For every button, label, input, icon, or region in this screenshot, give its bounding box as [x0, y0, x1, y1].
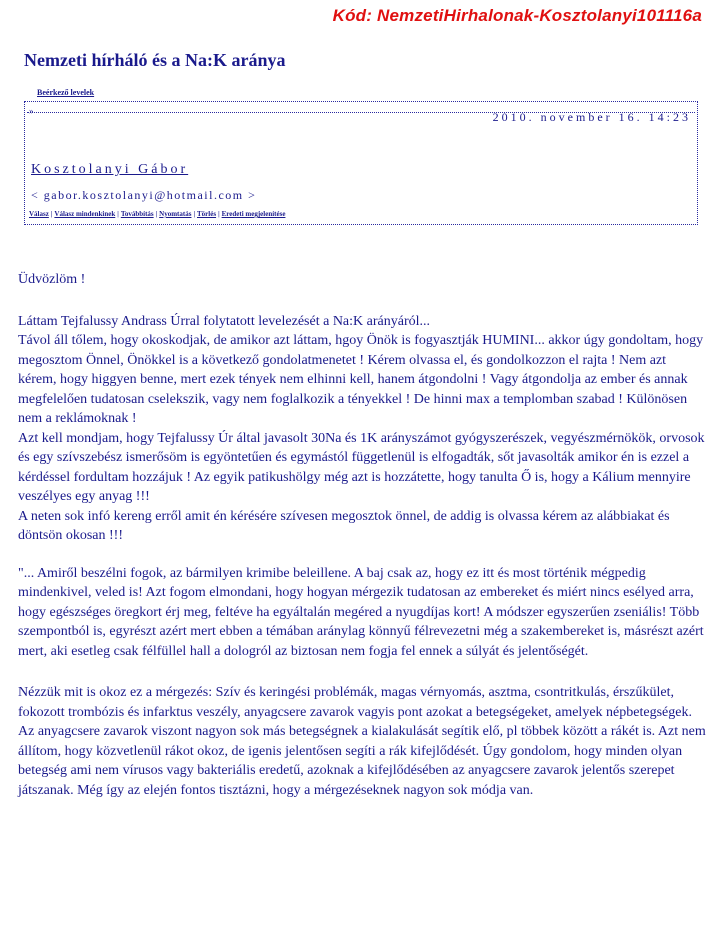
reply-link[interactable]: Válasz: [29, 210, 49, 218]
sender-email: < gabor.kosztolanyi@hotmail.com >: [31, 188, 257, 202]
show-original-link[interactable]: Eredeti megjelenítése: [221, 210, 286, 218]
email-date: 2010. november 16. 14:23: [492, 110, 691, 124]
email-body: [18, 270, 708, 800]
delete-link[interactable]: Törlés: [197, 210, 217, 218]
intro-paragraph: Láttam Tejfalussy Andrass Úrral folytatott levelezését a Na:K arányáról... Távol áll tőlem, hogy okoskodjak, de amikor azt láttam, hgoy Önök is fogyasztják HUMINI... akkor úgy gondoltam, hogy megosztom Önnel, Önökkel is a következő gondolatmenetet ! Kérem olvassa el, és gondolkozzon el rajta ! Nem azt kérem, hogy higgyen benne, mert ezek tények nem elhinni kell, hanem átgondolni ! Vagy átgondolja az ember és annak megfelelően tudatosan cselekszik, vagy nem foglalkozik a tényekkel ! De hinni max a templomban szabad ! Különösen nem a reklámoknak ! Azt kell mondjam, hogy Tejfalussy Úr által javasolt 30Na és 1K arányszámot gyógyszerészek, vegyészmérnökök, orvosok és egy szívszebész ismerősöm is egyöntetűen és egymástól függetlenül is elfogadták, sőt javasolták amikor én is ezzel a kérdéssel fordultam hozzájuk ! Az egyik patikushölgy még azt is hozzátette, hogy tanulta Ő is, hogy a Kálium mennyire veszélyes egy anyag !!! A neten sok infó kereng erről amit én kérésére szívesen megosztok önnel, de addig is olvassa kérem az alábbiakat és döntsön okosan !!!: [18, 313, 705, 543]
sender-name[interactable]: Kosztolanyi Gábor: [31, 162, 189, 177]
reply-all-link[interactable]: Válasz mindenkinek: [54, 210, 116, 218]
email-action-links: [29, 210, 285, 218]
forward-link[interactable]: Továbbítás: [120, 210, 154, 218]
action-separator: |: [117, 210, 119, 218]
action-separator: |: [193, 210, 195, 218]
quoted-paragraph: "... Amiről beszélni fogok, az bármilyen krimibe beleillene. A baj csak az, hogy ez itt és most történik mégpedig mindenkivel, veled is! Azt fogom elmondani, hogy hogyan mérgezik tudatosan az embereket és miért nincs esélyed arra, hogy egészséges öregkort érj meg, feltéve ha egyáltalán megéred a nyugdíjas kort! A módszer egyszerűen zseniális! Több szempontból is, egyrészt azért mert ebben a témában aránylag könnyű félrevezetni még a szakembereket is, másrészt azért mert, aki esetleg csak félfüllel hall a dologról az biztosan nem fogja fel ennek a súlyát és jelentőségét.: [18, 565, 704, 659]
action-separator: |: [218, 210, 220, 218]
page-title: Nemzeti hírháló és a Na:K aránya: [24, 50, 286, 70]
document-code-label: Kód: NemzetiHirhalonak-Kosztolanyi101116a: [332, 6, 702, 25]
print-link[interactable]: Nyomtatás: [159, 210, 192, 218]
email-header-box: [24, 101, 698, 225]
expand-icon[interactable]: »: [29, 106, 34, 116]
action-separator: |: [50, 210, 53, 218]
inbox-link[interactable]: Beérkező levelek: [37, 88, 95, 97]
closing-paragraph: Nézzük mit is okoz ez a mérgezés: Szív és keringési problémák, magas vérnyomás, asztma, csontritkulás, érszűkület, fokozott trombózis és infarktus veszély, anyagcsere zavarok vagyis pont azokat a betegségeket, amelyek népbetegségek. Az anyagcsere zavarok viszont nagyon sok más betegségnek a kialakulását segítik elő, pl többek között a rákét is. Azt nem állítom, hogy közvetlenül rákot okoz, de igenis jelentősen segíti a rák kifejlődését. Úgy gondolom, hogy minden olyan betegség ami nem vírusos vagy bakteriális eredetű, azoknak a kifejlődésében az anyagcsere zavarok jelentős szerepet játszanak. Még így az elején fontos tisztázni, hogy a mérgezéseknek nagyon sok módja van.: [18, 685, 706, 798]
action-separator: |: [155, 210, 158, 218]
greeting: Üdvözlöm !: [18, 272, 86, 287]
